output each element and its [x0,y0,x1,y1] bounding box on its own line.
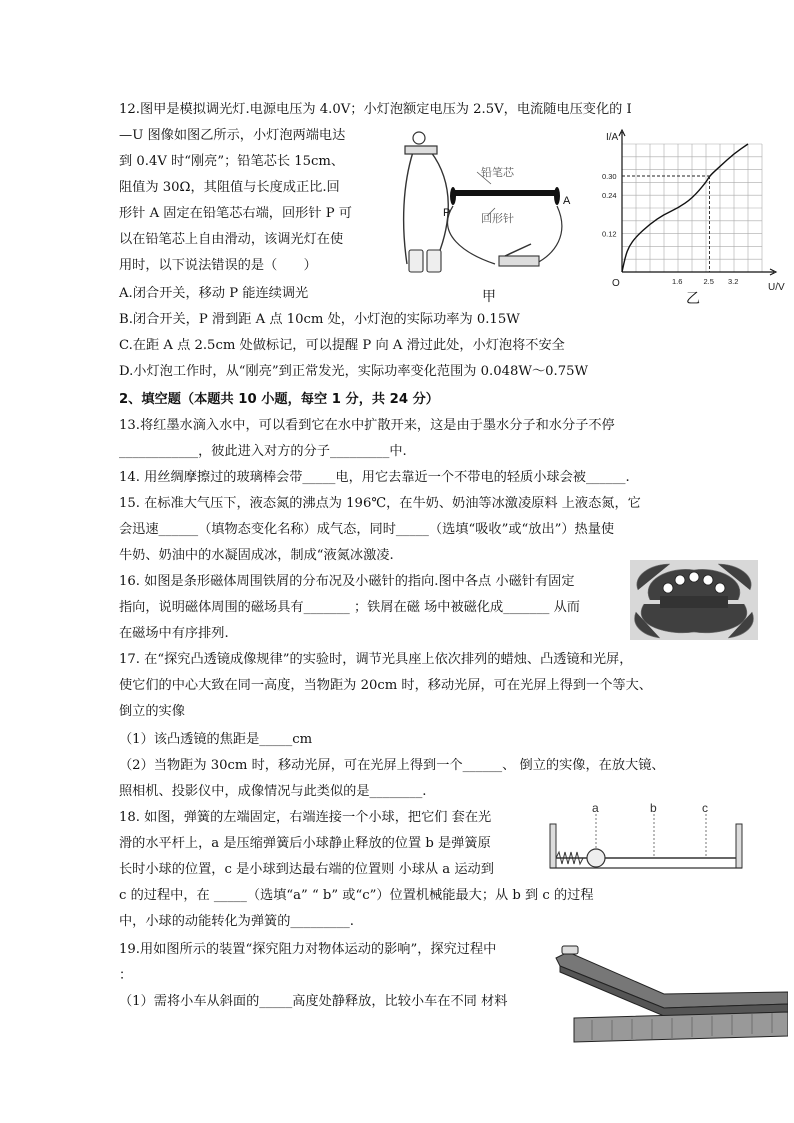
q12-line-4: 阻值为 30Ω，其阻值与长度成正比.回 [119,180,340,195]
q12-line-1: 12.图甲是模拟调光灯.电源电压为 4.0V；小灯泡额定电压为 2.5V，电流随电压变化的 I [119,102,632,117]
left-wall [550,824,556,868]
q12-line-5: 形针 A 固定在铅笔芯右端，回形针 P 可 [119,206,352,221]
y-tick-label: 0.12 [602,229,617,239]
q18-line-5: 中，小球的动能转化为弹簧的_________. [119,914,354,929]
chart-grid [622,144,762,272]
q19-line-1: 19.用如图所示的装置“探究阻力对物体运动的影响”，探究过程中 [119,942,497,957]
q15-line-2: 会迅速______（填物态变化名称）成气态，同时_____（选填“吸收”或“放出”）热量使 [119,522,615,537]
point-a-label: A [563,195,571,207]
pencil-lead [451,190,559,196]
y-tick-label: 0.30 [602,172,617,181]
battery-2 [427,250,441,272]
x-axis-label: U/V [768,282,785,293]
spring [556,852,583,864]
q17-sub-2: （2）当物距为 30cm 时，移动光屏，可在光屏上得到一个______、 倒立的实像，在放大镜、 [119,758,665,773]
q16-line-2: 指向，说明磁体周围的磁场具有_______ ；铁屑在磁 场中被磁化成_______ 从而 [119,600,580,615]
ramp-figure [552,940,788,1046]
battery-1 [409,250,423,272]
figure-jia-caption: 甲 [482,288,496,304]
q12-line-3: 到 0.4V 时“刚亮”；铅笔芯长 15cm、 [119,154,345,169]
label-a: a [592,801,599,815]
point-p-label: P [443,207,451,219]
q18-line-4: c 的过程中，在 _____（选填“a” “ b” 或“c”）位置机械能最大；从 b 到 c 的过程 [119,888,594,903]
magnet-filings-figure [630,560,758,640]
q17-line-2: 使它们的中心大致在同一高度，当物距为 20cm 时，移动光屏，可在光屏上得到一个等大、 [119,678,652,693]
pencil-label: 铅笔芯 [481,167,514,179]
circuit-figure-jia [395,124,595,284]
label-c: c [702,801,708,815]
figure-yi-caption: 乙 [686,290,700,306]
section2-heading: 2、填空题（本题共 10 小题，每空 1 分，共 24 分） [119,392,439,407]
compass-5 [715,583,725,593]
origin-label: O [612,278,620,289]
chart-axes [619,130,776,275]
q17-line-1: 17. 在“探究凸透镜成像规律”的实验时，调节光具座上依次排列的蜡烛、凸透镜和光屏， [119,652,633,667]
q15-line-3: 牛奶、奶油中的水凝固成冰，制成“液氮冰激凌. [119,548,394,563]
q12-option-d: D.小灯泡工作时，从“刚亮”到正常发光，实际功率变化范围为 0.048W～0.75W [119,364,589,379]
towel-material [574,1012,788,1042]
bulb-icon [413,132,425,144]
compass-4 [703,575,713,585]
q12-option-a: A.闭合开关，移动 P 能连续调光 [119,286,309,301]
q12-line-6: 以在铅笔芯上自由滑动，该调光灯在使 [119,232,344,247]
q13-line-1: 13.将红墨水滴入水中，可以看到它在水中扩散开来，这是由于墨水分子和水分子不停 [119,418,615,433]
q17-sub-1: （1）该凸透镜的焦距是_____cm [119,732,313,747]
q19-line-2: ： [119,968,133,983]
q16-line-3: 在磁场中有序排列. [119,626,229,641]
toy-cart [562,946,578,954]
bar-magnet [660,596,728,608]
q19-line-3: （1）需将小车从斜面的_____高度处静释放，比较小车在不同 材料 [119,994,508,1009]
q13-line-2: ____________，彼此进入对方的分子_________中. [119,444,407,459]
x-tick-label: 3.2 [728,277,739,286]
y-axis-label: I/A [606,132,619,143]
compass-3 [689,572,699,582]
q17-line-3: 倒立的实像 [119,704,185,719]
q18-line-3: 长时小球的位置，c 是小球到达最右端的位置则 小球从 a 运动到 [119,862,494,877]
y-tick-label: 0.24 [602,191,617,201]
x-tick-label: 1.6 [672,277,683,286]
iu-chart [600,124,790,294]
q12-line-2: —U 图像如图乙所示，小灯泡两端电达 [119,128,346,143]
clip-label: 回形针 [481,213,514,225]
q18-line-1: 18. 如图，弹簧的左端固定，右端连接一个小球，把它们 套在光 [119,810,492,825]
right-wall [736,824,742,868]
q17-sub-2-cont: 照相机、投影仪中，成像情况与此类似的是________. [119,784,427,799]
switch [499,256,539,266]
x-tick-label: 2.5 [703,277,714,286]
compass-1 [663,583,673,593]
label-b: b [650,801,657,815]
compass-2 [675,575,685,585]
q12-option-c: C.在距 A 点 2.5cm 处做标记，可以提醒 P 向 A 滑过此处，小灯泡将不安全 [119,338,565,353]
q14-line-1: 14. 用丝绸摩擦过的玻璃棒会带_____电，用它去靠近一个不带电的轻质小球会被______. [119,470,630,485]
q16-line-1: 16. 如图是条形磁体周围铁屑的分布况及小磁针的指向.图中各点 小磁针有固定 [119,574,575,589]
q15-line-1: 15. 在标准大气压下，液态氮的沸点为 196℃，在牛奶、奶油等冰激凌原料 上液态氮，它 [119,496,641,511]
lamp-holder [405,146,437,154]
ball [587,849,605,867]
q18-line-2: 滑的水平杆上，a 是压缩弹簧后小球静止释放的位置 b 是弹簧原 [119,836,491,851]
q12-option-b: B.闭合开关，P 滑到距 A 点 10cm 处，小灯泡的实际功率为 0.15W [119,312,520,327]
spring-ball-figure [544,800,750,872]
q12-line-7: 用时，以下说法错误的是（ ） [119,258,317,273]
